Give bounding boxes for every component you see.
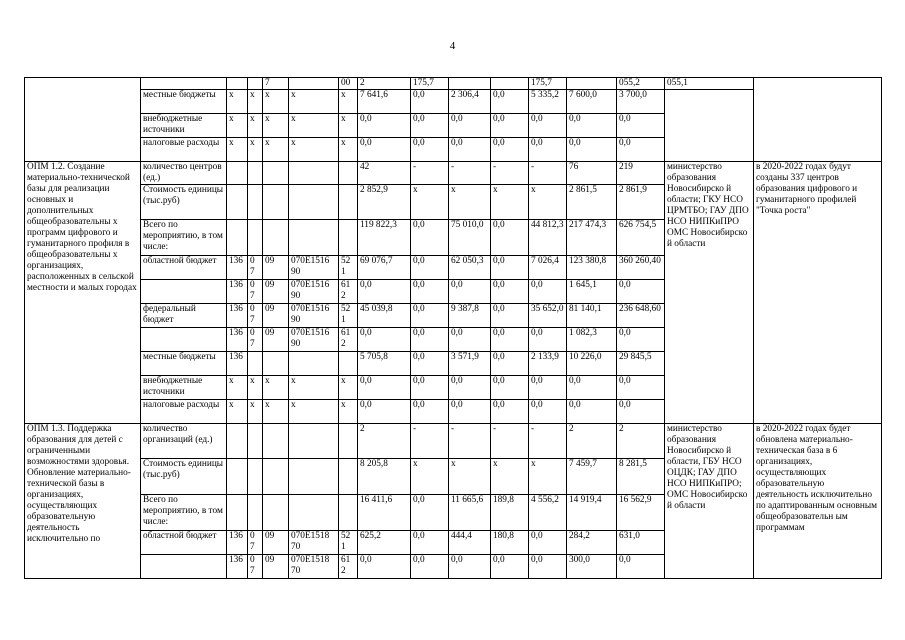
value-cell <box>263 185 289 220</box>
value-cell: x <box>248 400 263 424</box>
value-cell: 0,0 <box>491 304 529 328</box>
value-cell: x <box>491 185 529 220</box>
indicator-cell: Всего по мероприятию, в том числе: <box>141 495 227 531</box>
value-cell: 0,0 <box>617 114 665 138</box>
value-cell: 0,0 <box>529 280 567 304</box>
value-cell: 0,0 <box>411 304 449 328</box>
value-cell: 0,0 <box>411 531 449 555</box>
value-cell: x <box>263 376 289 400</box>
value-cell: 070E1516 90 <box>289 304 339 328</box>
value-cell: 136 <box>227 352 248 376</box>
value-cell: 0,0 <box>529 400 567 424</box>
value-cell: 0,0 <box>358 376 411 400</box>
value-cell <box>248 495 263 531</box>
value-cell <box>289 185 339 220</box>
value-cell: 0 7 <box>248 256 263 280</box>
value-cell: 0,0 <box>491 352 529 376</box>
value-cell: 62 050,3 <box>449 256 491 280</box>
value-cell <box>263 352 289 376</box>
value-cell: 360 260,40 <box>617 256 665 280</box>
value-cell: 2 852,9 <box>358 185 411 220</box>
value-cell: 0,0 <box>411 400 449 424</box>
value-cell: 0,0 <box>411 220 449 256</box>
indicator-cell <box>141 280 227 304</box>
value-cell: 189,8 <box>491 495 529 531</box>
value-cell: 16 411,6 <box>358 495 411 531</box>
value-cell <box>289 495 339 531</box>
value-cell: 0,0 <box>529 555 567 579</box>
value-cell: 136 <box>227 555 248 579</box>
value-cell: 0,0 <box>411 352 449 376</box>
value-cell: 0,0 <box>358 114 411 138</box>
value-cell <box>339 185 358 220</box>
value-cell: 09 <box>263 328 289 352</box>
value-cell: 1 082,3 <box>567 328 617 352</box>
indicator-cell: областной бюджет <box>141 531 227 555</box>
value-cell: 42 <box>358 162 411 185</box>
value-cell: 123 380,8 <box>567 256 617 280</box>
value-cell <box>263 459 289 495</box>
value-cell <box>289 352 339 376</box>
activity-cell: ОПМ 1.3. Поддержка образования для детей с ограниченными возможностями здоровья. Обновление материально-технической базы в организациях, осуществляющих образовательную деятельность исключительно по <box>25 424 141 579</box>
value-cell: 0,0 <box>411 256 449 280</box>
value-cell: x <box>339 138 358 162</box>
value-cell: 136 <box>227 531 248 555</box>
value-cell: 0,0 <box>617 328 665 352</box>
value-cell <box>227 459 248 495</box>
value-cell <box>227 185 248 220</box>
value-cell: 0 7 <box>248 328 263 352</box>
value-cell: 44 812,3 <box>529 220 567 256</box>
value-cell: 2 <box>567 424 617 459</box>
value-cell: 0 7 <box>248 304 263 328</box>
value-cell <box>339 459 358 495</box>
value-cell: 070E1516 90 <box>289 328 339 352</box>
executors-cell <box>754 78 882 162</box>
value-cell: 0,0 <box>617 400 665 424</box>
value-cell: - <box>529 424 567 459</box>
value-cell: 284,2 <box>567 531 617 555</box>
value-cell: x <box>339 376 358 400</box>
value-cell: 136 <box>227 256 248 280</box>
value-cell: 0,0 <box>491 138 529 162</box>
value-cell <box>248 162 263 185</box>
value-cell: 2 861,9 <box>617 185 665 220</box>
value-cell: 2 <box>358 424 411 459</box>
value-cell: 0,0 <box>411 376 449 400</box>
value-cell: 0,0 <box>411 328 449 352</box>
value-cell: x <box>529 185 567 220</box>
value-cell: 00 <box>339 78 358 90</box>
value-cell <box>339 220 358 256</box>
value-cell: 7 026,4 <box>529 256 567 280</box>
indicator-cell: количество центров (ед.) <box>141 162 227 185</box>
value-cell: 61 2 <box>339 328 358 352</box>
value-cell: 0,0 <box>529 531 567 555</box>
result-cell: в 2020-2022 годах будут созданы 337 центров образования цифрового и гуманитарного профилей "Точка роста" <box>754 162 882 424</box>
value-cell: 2 861,5 <box>567 185 617 220</box>
value-cell: 0,0 <box>617 280 665 304</box>
value-cell: 0,0 <box>491 280 529 304</box>
value-cell: 0,0 <box>411 495 449 531</box>
value-cell: 0,0 <box>567 376 617 400</box>
value-cell: 0,0 <box>491 114 529 138</box>
value-cell: 61 2 <box>339 555 358 579</box>
value-cell: 0,0 <box>617 138 665 162</box>
table-row <box>25 78 882 90</box>
value-cell: 7 459,7 <box>567 459 617 495</box>
value-cell: 070E1516 90 <box>289 256 339 280</box>
indicator-cell: количество организаций (ед.) <box>141 424 227 459</box>
value-cell: x <box>248 90 263 114</box>
indicator-cell <box>141 555 227 579</box>
indicator-cell: Стоимость единицы (тыс.руб) <box>141 459 227 495</box>
value-cell: 5 335,2 <box>529 90 567 114</box>
value-cell: 0,0 <box>358 280 411 304</box>
value-cell: 0,0 <box>358 328 411 352</box>
value-cell: 52 1 <box>339 304 358 328</box>
table-row <box>25 424 882 459</box>
value-cell: x <box>411 459 449 495</box>
indicator-cell: федеральный бюджет <box>141 304 227 328</box>
executors-cell: министерство образования Новосибирско й области; ГКУ НСО ЦРМТБО; ГАУ ДПО НСО НИПКиПРО ОМС Новосибирско й области <box>665 162 754 424</box>
value-cell: 217 474,3 <box>567 220 617 256</box>
value-cell: x <box>491 459 529 495</box>
value-cell <box>227 424 248 459</box>
value-cell <box>339 352 358 376</box>
value-cell: 8 205,8 <box>358 459 411 495</box>
value-cell: 2 <box>358 78 411 90</box>
value-cell <box>491 78 529 90</box>
value-cell <box>248 78 263 90</box>
value-cell: 8 281,5 <box>617 459 665 495</box>
page-number: 4 <box>449 40 456 52</box>
indicator-cell: внебюджетные источники <box>141 376 227 400</box>
value-cell: 0,0 <box>449 376 491 400</box>
value-cell: x <box>227 400 248 424</box>
value-cell <box>227 162 248 185</box>
value-cell <box>289 162 339 185</box>
value-cell <box>567 78 617 90</box>
value-cell: 11 665,6 <box>449 495 491 531</box>
value-cell: 0,0 <box>529 138 567 162</box>
value-cell: 3 571,9 <box>449 352 491 376</box>
value-cell: 14 919,4 <box>567 495 617 531</box>
value-cell: x <box>289 90 339 114</box>
value-cell: x <box>411 185 449 220</box>
value-cell: x <box>289 400 339 424</box>
value-cell: 0 7 <box>248 531 263 555</box>
value-cell: 09 <box>263 531 289 555</box>
indicator-cell: внебюджетные источники <box>141 114 227 138</box>
value-cell <box>289 78 339 90</box>
value-cell: 2 133,9 <box>529 352 567 376</box>
value-cell <box>289 424 339 459</box>
value-cell: x <box>339 90 358 114</box>
value-cell: - <box>529 162 567 185</box>
value-cell: 09 <box>263 555 289 579</box>
activity-cell-continued <box>25 78 141 162</box>
indicator-cell: местные бюджеты <box>141 352 227 376</box>
value-cell <box>339 162 358 185</box>
value-cell: 136 <box>227 328 248 352</box>
indicator-cell: областной бюджет <box>141 256 227 280</box>
value-cell: 0,0 <box>358 555 411 579</box>
value-cell: 0,0 <box>491 256 529 280</box>
activity-cell: ОПМ 1.2. Создание материально-технической базы для реализации основных и дополнительных общеобразовательны х программ цифрового и гуманитарного профиля в общеобразовательны х организациях, расположенных в сельской местности и малых городах <box>25 162 141 424</box>
value-cell: x <box>263 400 289 424</box>
value-cell: 0,0 <box>449 280 491 304</box>
value-cell: x <box>248 114 263 138</box>
indicator-cell: налоговые расходы <box>141 138 227 162</box>
value-cell: 29 845,5 <box>617 352 665 376</box>
value-cell: - <box>449 162 491 185</box>
value-cell: 136 <box>227 304 248 328</box>
value-cell: 81 140,1 <box>567 304 617 328</box>
value-cell: x <box>248 138 263 162</box>
value-cell <box>248 459 263 495</box>
value-cell: 1 645,1 <box>567 280 617 304</box>
value-cell: 625,2 <box>358 531 411 555</box>
value-cell: 35 652,0 <box>529 304 567 328</box>
value-cell: 0,0 <box>358 400 411 424</box>
value-cell: 2 <box>617 424 665 459</box>
value-cell: 52 1 <box>339 256 358 280</box>
value-cell: 0,0 <box>529 114 567 138</box>
value-cell: x <box>289 138 339 162</box>
value-cell: x <box>263 138 289 162</box>
value-cell: 7 600,0 <box>567 90 617 114</box>
value-cell: 631,0 <box>617 531 665 555</box>
value-cell: 7 <box>263 78 289 90</box>
value-cell: 2 306,4 <box>449 90 491 114</box>
value-cell: 0,0 <box>491 376 529 400</box>
value-cell <box>339 495 358 531</box>
value-cell: x <box>339 114 358 138</box>
value-cell <box>289 459 339 495</box>
indicator-cell: налоговые расходы <box>141 400 227 424</box>
value-cell: 300,0 <box>567 555 617 579</box>
value-cell: - <box>491 424 529 459</box>
value-cell: 0 7 <box>248 280 263 304</box>
value-cell: 0,0 <box>411 90 449 114</box>
indicator-cell <box>141 78 227 90</box>
value-cell: x <box>339 400 358 424</box>
value-cell: 136 <box>227 280 248 304</box>
value-cell: 09 <box>263 304 289 328</box>
value-cell: 070E1516 90 <box>289 280 339 304</box>
value-cell <box>248 220 263 256</box>
value-cell: 055,2 <box>617 78 665 90</box>
value-cell: 0,0 <box>491 400 529 424</box>
value-cell: 0,0 <box>567 114 617 138</box>
table-row <box>25 162 882 185</box>
indicator-cell: местные бюджеты <box>141 90 227 114</box>
value-cell <box>263 220 289 256</box>
value-cell: x <box>263 114 289 138</box>
value-cell: 0,0 <box>491 328 529 352</box>
value-cell: x <box>263 90 289 114</box>
value-cell: 0,0 <box>617 376 665 400</box>
value-cell <box>248 185 263 220</box>
indicator-cell <box>141 328 227 352</box>
value-cell: - <box>411 424 449 459</box>
value-cell: 0,0 <box>358 138 411 162</box>
value-cell: 10 226,0 <box>567 352 617 376</box>
value-cell: 75 010,0 <box>449 220 491 256</box>
value-cell: x <box>289 114 339 138</box>
executors-cell: министерство образования Новосибирско й области, ГБУ НСО ОЦДК; ГАУ ДПО НСО НИПКиПРО; ОМС Новосибирско й области <box>665 424 754 579</box>
value-cell: 0,0 <box>529 328 567 352</box>
value-cell: 0,0 <box>491 90 529 114</box>
value-cell <box>449 78 491 90</box>
value-cell: x <box>529 459 567 495</box>
value-cell: 61 2 <box>339 280 358 304</box>
value-cell: x <box>227 90 248 114</box>
value-cell: x <box>289 376 339 400</box>
value-cell: 9 387,8 <box>449 304 491 328</box>
value-cell: 0,0 <box>529 376 567 400</box>
value-cell: 7 641,6 <box>358 90 411 114</box>
value-cell: x <box>227 138 248 162</box>
value-cell: 0,0 <box>411 555 449 579</box>
value-cell: 0,0 <box>491 555 529 579</box>
value-cell: 5 705,8 <box>358 352 411 376</box>
value-cell: - <box>411 162 449 185</box>
indicator-cell: Стоимость единицы (тыс.руб) <box>141 185 227 220</box>
value-cell: 0,0 <box>449 328 491 352</box>
value-cell: 180,8 <box>491 531 529 555</box>
indicator-cell: Всего по мероприятию, в том числе: <box>141 220 227 256</box>
value-cell <box>263 424 289 459</box>
value-cell: 444,4 <box>449 531 491 555</box>
value-cell: 69 076,7 <box>358 256 411 280</box>
value-cell: 119 822,3 <box>358 220 411 256</box>
value-cell: 0,0 <box>617 555 665 579</box>
value-cell: 219 <box>617 162 665 185</box>
value-cell: 0,0 <box>449 555 491 579</box>
value-cell: 09 <box>263 256 289 280</box>
value-cell: 0,0 <box>567 400 617 424</box>
value-cell: 16 562,9 <box>617 495 665 531</box>
value-cell <box>248 424 263 459</box>
result-cell: в 2020-2022 годах будет обновлена материально-техническая база в 6 организациях, осуществляющих образовательную деятельность исключительно по адаптированным основным общеобразовательн ым программам <box>754 424 882 579</box>
value-cell <box>263 495 289 531</box>
value-cell: 0,0 <box>449 400 491 424</box>
value-cell: x <box>449 185 491 220</box>
value-cell: - <box>449 424 491 459</box>
value-cell <box>248 352 263 376</box>
value-cell <box>289 220 339 256</box>
value-cell: 0,0 <box>449 114 491 138</box>
value-cell: x <box>227 376 248 400</box>
value-cell: 3 700,0 <box>617 90 665 114</box>
value-cell: 175,7 <box>529 78 567 90</box>
value-cell: 0 7 <box>248 555 263 579</box>
value-cell: 175,7 <box>411 78 449 90</box>
value-cell <box>227 78 248 90</box>
value-cell: 236 648,60 <box>617 304 665 328</box>
value-cell <box>227 495 248 531</box>
value-cell: x <box>449 459 491 495</box>
value-cell <box>339 424 358 459</box>
value-cell <box>263 162 289 185</box>
value-cell: 0,0 <box>449 138 491 162</box>
value-cell: 0,0 <box>411 138 449 162</box>
value-cell: x <box>248 376 263 400</box>
value-cell: 055,1 <box>665 78 754 90</box>
value-cell: 45 039,8 <box>358 304 411 328</box>
value-cell: 0,0 <box>491 220 529 256</box>
value-cell: 0,0 <box>411 114 449 138</box>
value-cell: x <box>227 114 248 138</box>
value-cell: 4 556,2 <box>529 495 567 531</box>
budget-table <box>24 77 882 579</box>
value-cell: - <box>491 162 529 185</box>
value-cell: 76 <box>567 162 617 185</box>
value-cell: 52 1 <box>339 531 358 555</box>
value-cell: 0,0 <box>567 138 617 162</box>
value-cell: 09 <box>263 280 289 304</box>
value-cell: 070E1518 70 <box>289 555 339 579</box>
value-cell: 0,0 <box>411 280 449 304</box>
value-cell: 626 754,5 <box>617 220 665 256</box>
value-cell: 070E1518 70 <box>289 531 339 555</box>
value-cell <box>227 220 248 256</box>
